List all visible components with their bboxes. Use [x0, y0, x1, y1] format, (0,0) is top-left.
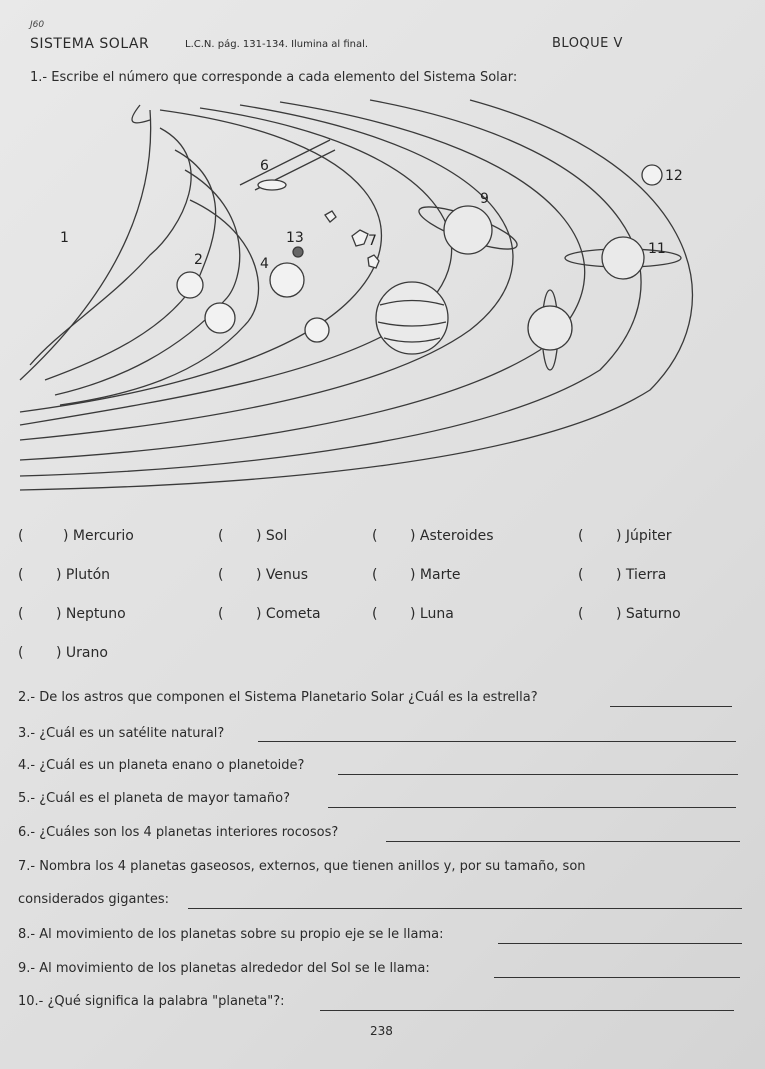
sun-edge-tip: [132, 105, 150, 123]
question-3: 3.- ¿Cuál es un satélite natural?: [18, 726, 225, 741]
option-saturno[interactable]: [578, 606, 681, 622]
page-title: SISTEMA SOLAR: [30, 36, 150, 52]
solar-system-diagram: [0, 90, 765, 500]
option-asteroides[interactable]: [372, 528, 494, 544]
jupiter: [376, 282, 448, 354]
orbit-saturn: [20, 105, 513, 440]
option-jupiter[interactable]: [578, 528, 672, 544]
answer-line-10[interactable]: [320, 1010, 734, 1011]
answer-line-7[interactable]: [188, 908, 742, 909]
reference-note: L.C.N. pág. 131-134. Ilumina al final.: [185, 39, 369, 50]
option-label: ) Luna: [410, 606, 454, 622]
option-label: ) Neptuno: [56, 606, 126, 622]
uranus: [602, 237, 644, 279]
answer-blank[interactable]: (: [218, 606, 224, 622]
option-sol[interactable]: [218, 528, 287, 544]
orbit-pluto: [20, 100, 692, 490]
answer-line-8[interactable]: [498, 943, 742, 944]
option-label: ) Sol: [256, 528, 288, 544]
mercury: [177, 272, 203, 298]
option-label: ) Júpiter: [616, 528, 672, 544]
diagram-label: 13: [286, 230, 304, 246]
option-cometa[interactable]: [218, 606, 321, 622]
option-label: ) Tierra: [616, 567, 667, 583]
option-pluton[interactable]: [18, 567, 110, 583]
option-luna[interactable]: [372, 606, 454, 622]
question-4: 4.- ¿Cuál es un planeta enano o planetoide?: [18, 758, 305, 773]
sun-edge-arc: [20, 110, 151, 380]
answer-line-4[interactable]: [338, 774, 738, 775]
answer-blank[interactable]: (: [372, 528, 378, 544]
bodies: [177, 165, 681, 370]
diagram-label: 4: [260, 256, 269, 272]
option-label: ) Urano: [56, 645, 108, 661]
mars: [305, 318, 329, 342]
diagram-label: 11: [648, 241, 666, 257]
diagram-label: 2: [194, 252, 203, 268]
option-label: ) Asteroides: [410, 528, 494, 544]
diagram-label: 1: [60, 230, 69, 246]
answer-blank[interactable]: (: [18, 567, 24, 583]
option-neptuno[interactable]: [18, 606, 126, 622]
diagram-label: 7: [368, 233, 377, 249]
answer-blank[interactable]: (: [578, 567, 584, 583]
answer-blank[interactable]: (: [218, 528, 224, 544]
asteroid-b: [352, 230, 368, 246]
answer-line-9[interactable]: [494, 977, 740, 978]
option-label: ) Plutón: [56, 567, 111, 583]
diagram-label: 9: [480, 191, 489, 207]
option-tierra[interactable]: [578, 567, 666, 583]
answer-blank[interactable]: (: [18, 645, 24, 661]
option-label: ) Marte: [410, 567, 461, 583]
saturn: [444, 206, 492, 254]
answer-blank[interactable]: (: [18, 606, 24, 622]
comet: [258, 180, 286, 190]
asteroid-a: [325, 211, 336, 222]
option-label: ) Cometa: [256, 606, 321, 622]
answer-blank[interactable]: (: [218, 567, 224, 583]
orbit-mercury: [30, 128, 191, 365]
answer-blank[interactable]: (: [578, 528, 584, 544]
block-label: BLOQUE V: [552, 36, 623, 51]
orbit-lines: [20, 100, 692, 490]
answer-line-5[interactable]: [328, 807, 736, 808]
earth: [270, 263, 304, 297]
pluto: [642, 165, 662, 185]
question-7-continued: considerados gigantes:: [18, 892, 169, 907]
answer-line-6[interactable]: [386, 841, 740, 842]
answer-blank[interactable]: (: [372, 567, 378, 583]
neptune: [528, 306, 572, 350]
diagram-label: 12: [665, 168, 683, 184]
answer-blank[interactable]: (: [578, 606, 584, 622]
option-label: ) Mercurio: [63, 528, 134, 544]
answer-blank[interactable]: (: [372, 606, 378, 622]
answer-blank[interactable]: (: [18, 528, 24, 544]
diagram-label: 6: [260, 158, 269, 174]
question-9: 9.- Al movimiento de los planetas alrededor del Sol se le llama:: [18, 961, 430, 976]
option-mercurio[interactable]: [18, 528, 134, 544]
orbit-neptune: [20, 100, 641, 476]
venus: [205, 303, 235, 333]
question-2: 2.- De los astros que componen el Sistema Planetario Solar ¿Cuál es la estrella?: [18, 690, 538, 705]
comet-tail-a: [240, 140, 330, 185]
option-venus[interactable]: [218, 567, 308, 583]
question-1-prompt: 1.- Escribe el número que corresponde a cada elemento del Sistema Solar:: [30, 70, 518, 85]
page-number: 238: [370, 1024, 393, 1038]
asteroid-c: [368, 255, 379, 268]
orbit-jupiter: [20, 108, 452, 425]
orbit-earth: [55, 170, 240, 395]
moon: [293, 247, 303, 257]
option-label: ) Saturno: [616, 606, 681, 622]
top-page-number: J60: [30, 20, 45, 30]
question-8: 8.- Al movimiento de los planetas sobre su propio eje se le llama:: [18, 927, 444, 942]
answer-line-3[interactable]: [258, 741, 736, 742]
question-6: 6.- ¿Cuáles son los 4 planetas interiores rocosos?: [18, 825, 339, 840]
question-5: 5.- ¿Cuál es el planeta de mayor tamaño?: [18, 791, 290, 806]
option-label: ) Venus: [256, 567, 309, 583]
question-10: 10.- ¿Qué significa la palabra "planeta"?:: [18, 994, 285, 1009]
option-marte[interactable]: [372, 567, 460, 583]
diagram-labels: [60, 158, 683, 272]
question-7: 7.- Nombra los 4 planetas gaseosos, externos, que tienen anillos y, por su tamaño, son: [18, 859, 586, 874]
answer-line-2[interactable]: [610, 706, 732, 707]
option-urano[interactable]: [18, 645, 108, 661]
